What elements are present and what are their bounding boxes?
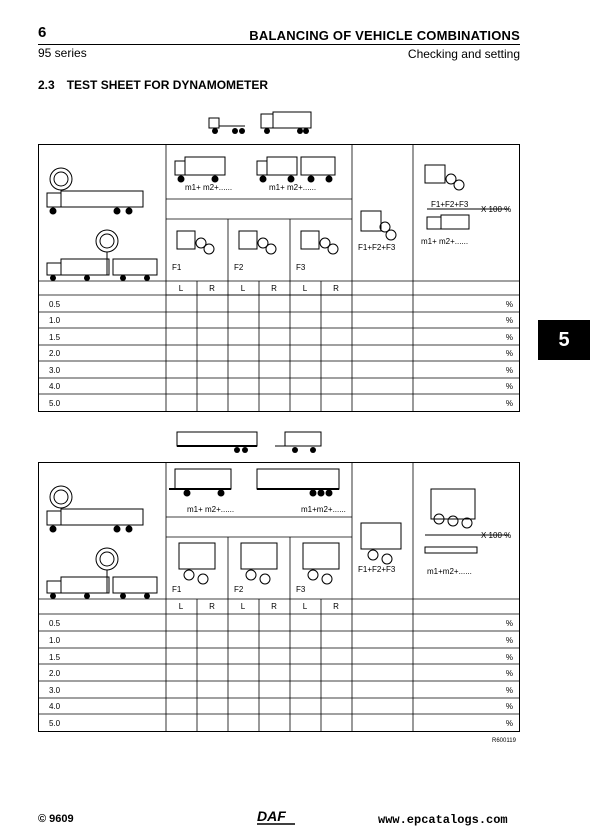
truck-trailer-icon (175, 157, 335, 182)
ratio-suffix: X 100 % (481, 531, 512, 540)
mass-formula-2: m1+m2+...... (301, 505, 346, 514)
percent-unit: % (505, 316, 513, 325)
percent-unit: % (505, 333, 513, 342)
section-heading (38, 78, 280, 92)
row-label: 1.5 (49, 333, 61, 342)
row-label: 5.0 (49, 399, 61, 408)
percent-unit: % (505, 349, 513, 358)
chapter-tab[interactable]: 5 (538, 320, 590, 360)
percent-unit: % (505, 686, 513, 695)
row-label: 0.5 (49, 619, 61, 628)
section-title: TEST SHEET FOR DYNAMOMETER (66, 78, 269, 92)
trailer-combination-icon (175, 428, 325, 456)
vehicle-combination-icon (205, 110, 315, 138)
document-code: © 9609 (38, 813, 74, 825)
f2-label: F2 (234, 263, 244, 272)
header-r: R (333, 602, 339, 611)
f1-label: F1 (172, 585, 182, 594)
header-r: R (209, 284, 215, 293)
percent-unit: % (505, 719, 513, 728)
header-r: R (209, 602, 215, 611)
row-label: 2.0 (49, 349, 61, 358)
ratio-denominator: m1+m2+...... (427, 567, 472, 576)
row-label: 1.0 (49, 316, 61, 325)
header-r: R (333, 284, 339, 293)
row-label: 0.5 (49, 300, 61, 309)
row-label: 4.0 (49, 382, 61, 391)
row-label: 1.5 (49, 653, 61, 662)
trailer-icon (169, 469, 339, 496)
table-2-grid (39, 463, 519, 731)
percent-unit: % (505, 399, 513, 408)
ratio-numerator: F1+F2+F3 (431, 200, 469, 209)
page-title: BALANCING OF VEHICLE COMBINATIONS (249, 28, 520, 43)
f3-label: F3 (296, 585, 306, 594)
percent-unit: % (505, 669, 513, 678)
ratio-suffix: X 100 % (481, 205, 512, 214)
dynamometer-gauge-icon (47, 168, 157, 281)
percent-unit: % (505, 619, 513, 628)
row-label: 2.0 (49, 669, 61, 678)
header-l: L (302, 602, 308, 611)
mass-formula-1: m1+ m2+...... (185, 183, 233, 192)
mass-formula-2: m1+ m2+...... (269, 183, 317, 192)
dynamometer-table-1 (38, 144, 520, 412)
f3-label: F3 (296, 263, 306, 272)
header-l: L (178, 284, 184, 293)
series-label: 95 series (38, 46, 87, 60)
mass-formula-1: m1+ m2+...... (187, 505, 235, 514)
section-number: 2.3 (38, 78, 55, 92)
f2-label: F2 (234, 585, 244, 594)
row-label: 5.0 (49, 719, 61, 728)
dynamometer-table-2 (38, 462, 520, 732)
sum-label: F1+F2+F3 (358, 565, 396, 574)
figure-reference: R600119 (492, 738, 516, 744)
f1-label: F1 (172, 263, 182, 272)
header-rule (38, 44, 520, 45)
percent-unit: % (505, 636, 513, 645)
header-l: L (240, 602, 246, 611)
svg-text:DAF: DAF (257, 808, 286, 824)
percent-unit: % (505, 702, 513, 711)
percent-unit: % (505, 366, 513, 375)
row-label: 4.0 (49, 702, 61, 711)
ratio-denominator: m1+ m2+...... (421, 237, 469, 246)
header-r: R (271, 284, 277, 293)
row-label: 3.0 (49, 366, 61, 375)
page-subtitle: Checking and setting (407, 47, 520, 61)
daf-logo (255, 808, 299, 826)
percent-unit: % (505, 300, 513, 309)
percent-unit: % (505, 653, 513, 662)
percent-unit: % (505, 382, 513, 391)
sum-label: F1+F2+F3 (358, 243, 396, 252)
dynamometer-gauge-icon (47, 486, 157, 599)
header-l: L (302, 284, 308, 293)
header-l: L (240, 284, 246, 293)
header-r: R (271, 602, 277, 611)
header-l: L (178, 602, 184, 611)
source-url[interactable]: www.epcatalogs.com (378, 813, 508, 827)
row-label: 1.0 (49, 636, 61, 645)
row-label: 3.0 (49, 686, 61, 695)
chapter-number: 6 (38, 24, 47, 41)
